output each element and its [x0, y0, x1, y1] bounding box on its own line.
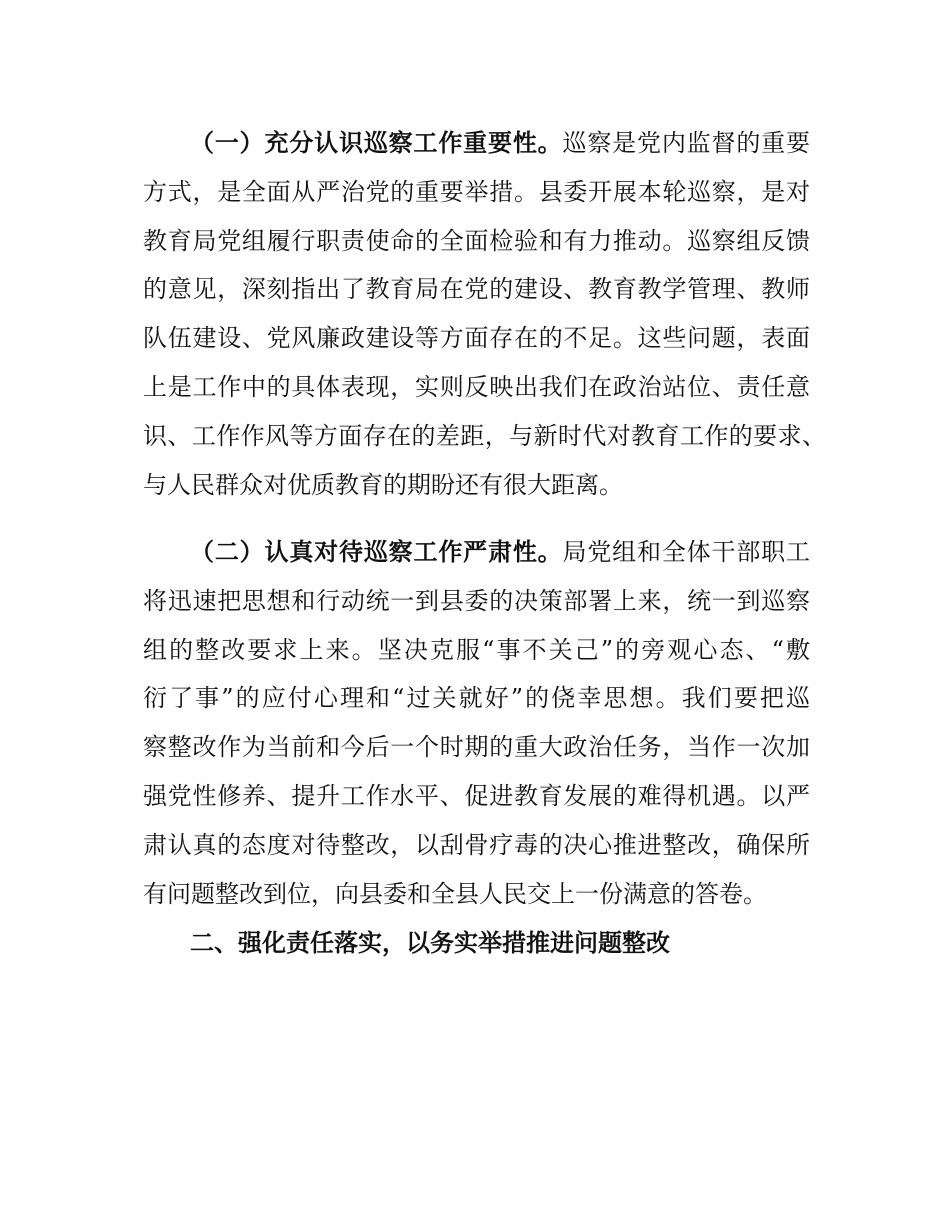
paragraph-line: 将迅速把思想和行动统一到县委的决策部署上来，统一到巡察: [143, 586, 810, 615]
paragraph-line: 肃认真的态度对待整改，以刮骨疗毒的决心推进整改，确保所: [143, 830, 810, 859]
paragraph-lead: （二）认真对待巡察工作严肃性。: [190, 538, 563, 566]
paragraph-line: 察整改作为当前和今后一个时期的重大政治任务，当作一次加: [143, 733, 810, 762]
paragraph-line: 识、工作作风等方面存在的差距，与新时代对教育工作的要求、: [143, 421, 826, 450]
paragraph-line: 与人民群众对优质教育的期盼还有很大距离。: [143, 470, 623, 499]
paragraph-line: [143, 119, 810, 168]
paragraph-line: 有问题整改到位，向县委和全县人民交上一份满意的答卷。: [143, 879, 767, 908]
paragraph-line: 的意见，深刻指出了教育局在党的建设、教育教学管理、教师: [143, 275, 810, 304]
paragraph-line: 队伍建设、党风廉政建设等方面存在的不足。这些问题，表面: [143, 324, 810, 353]
paragraph-line: 强党性修养、提升工作水平、促进教育发展的难得机遇。以严: [143, 781, 810, 810]
paragraph-line: 衍了事”的应付心理和“过关就好”的侥幸思想。我们要把巡: [143, 684, 810, 713]
paragraph-lead: （一）充分认识巡察工作重要性。: [190, 129, 563, 157]
section-heading: 二、强化责任落实，以务实举措推进问题整改: [190, 929, 670, 957]
paragraph-line: 教育局党组履行职责使命的全面检验和有力推动。巡察组反馈: [143, 226, 810, 255]
paragraph-1: [143, 119, 826, 509]
paragraph-line: [143, 528, 810, 577]
paragraph-line: 方式，是全面从严治党的重要举措。县委开展本轮巡察，是对: [143, 177, 810, 206]
line-text: 局党组和全体干部职工: [562, 538, 810, 566]
paragraph-line: 组的整改要求上来。坚决克服“事不关己”的旁观心态、“敷: [143, 635, 810, 664]
paragraph-2: [143, 528, 810, 918]
paragraph-line: 上是工作中的具体表现，实则反映出我们在政治站位、责任意: [143, 372, 810, 401]
line-text: 巡察是党内监督的重要: [562, 129, 810, 157]
